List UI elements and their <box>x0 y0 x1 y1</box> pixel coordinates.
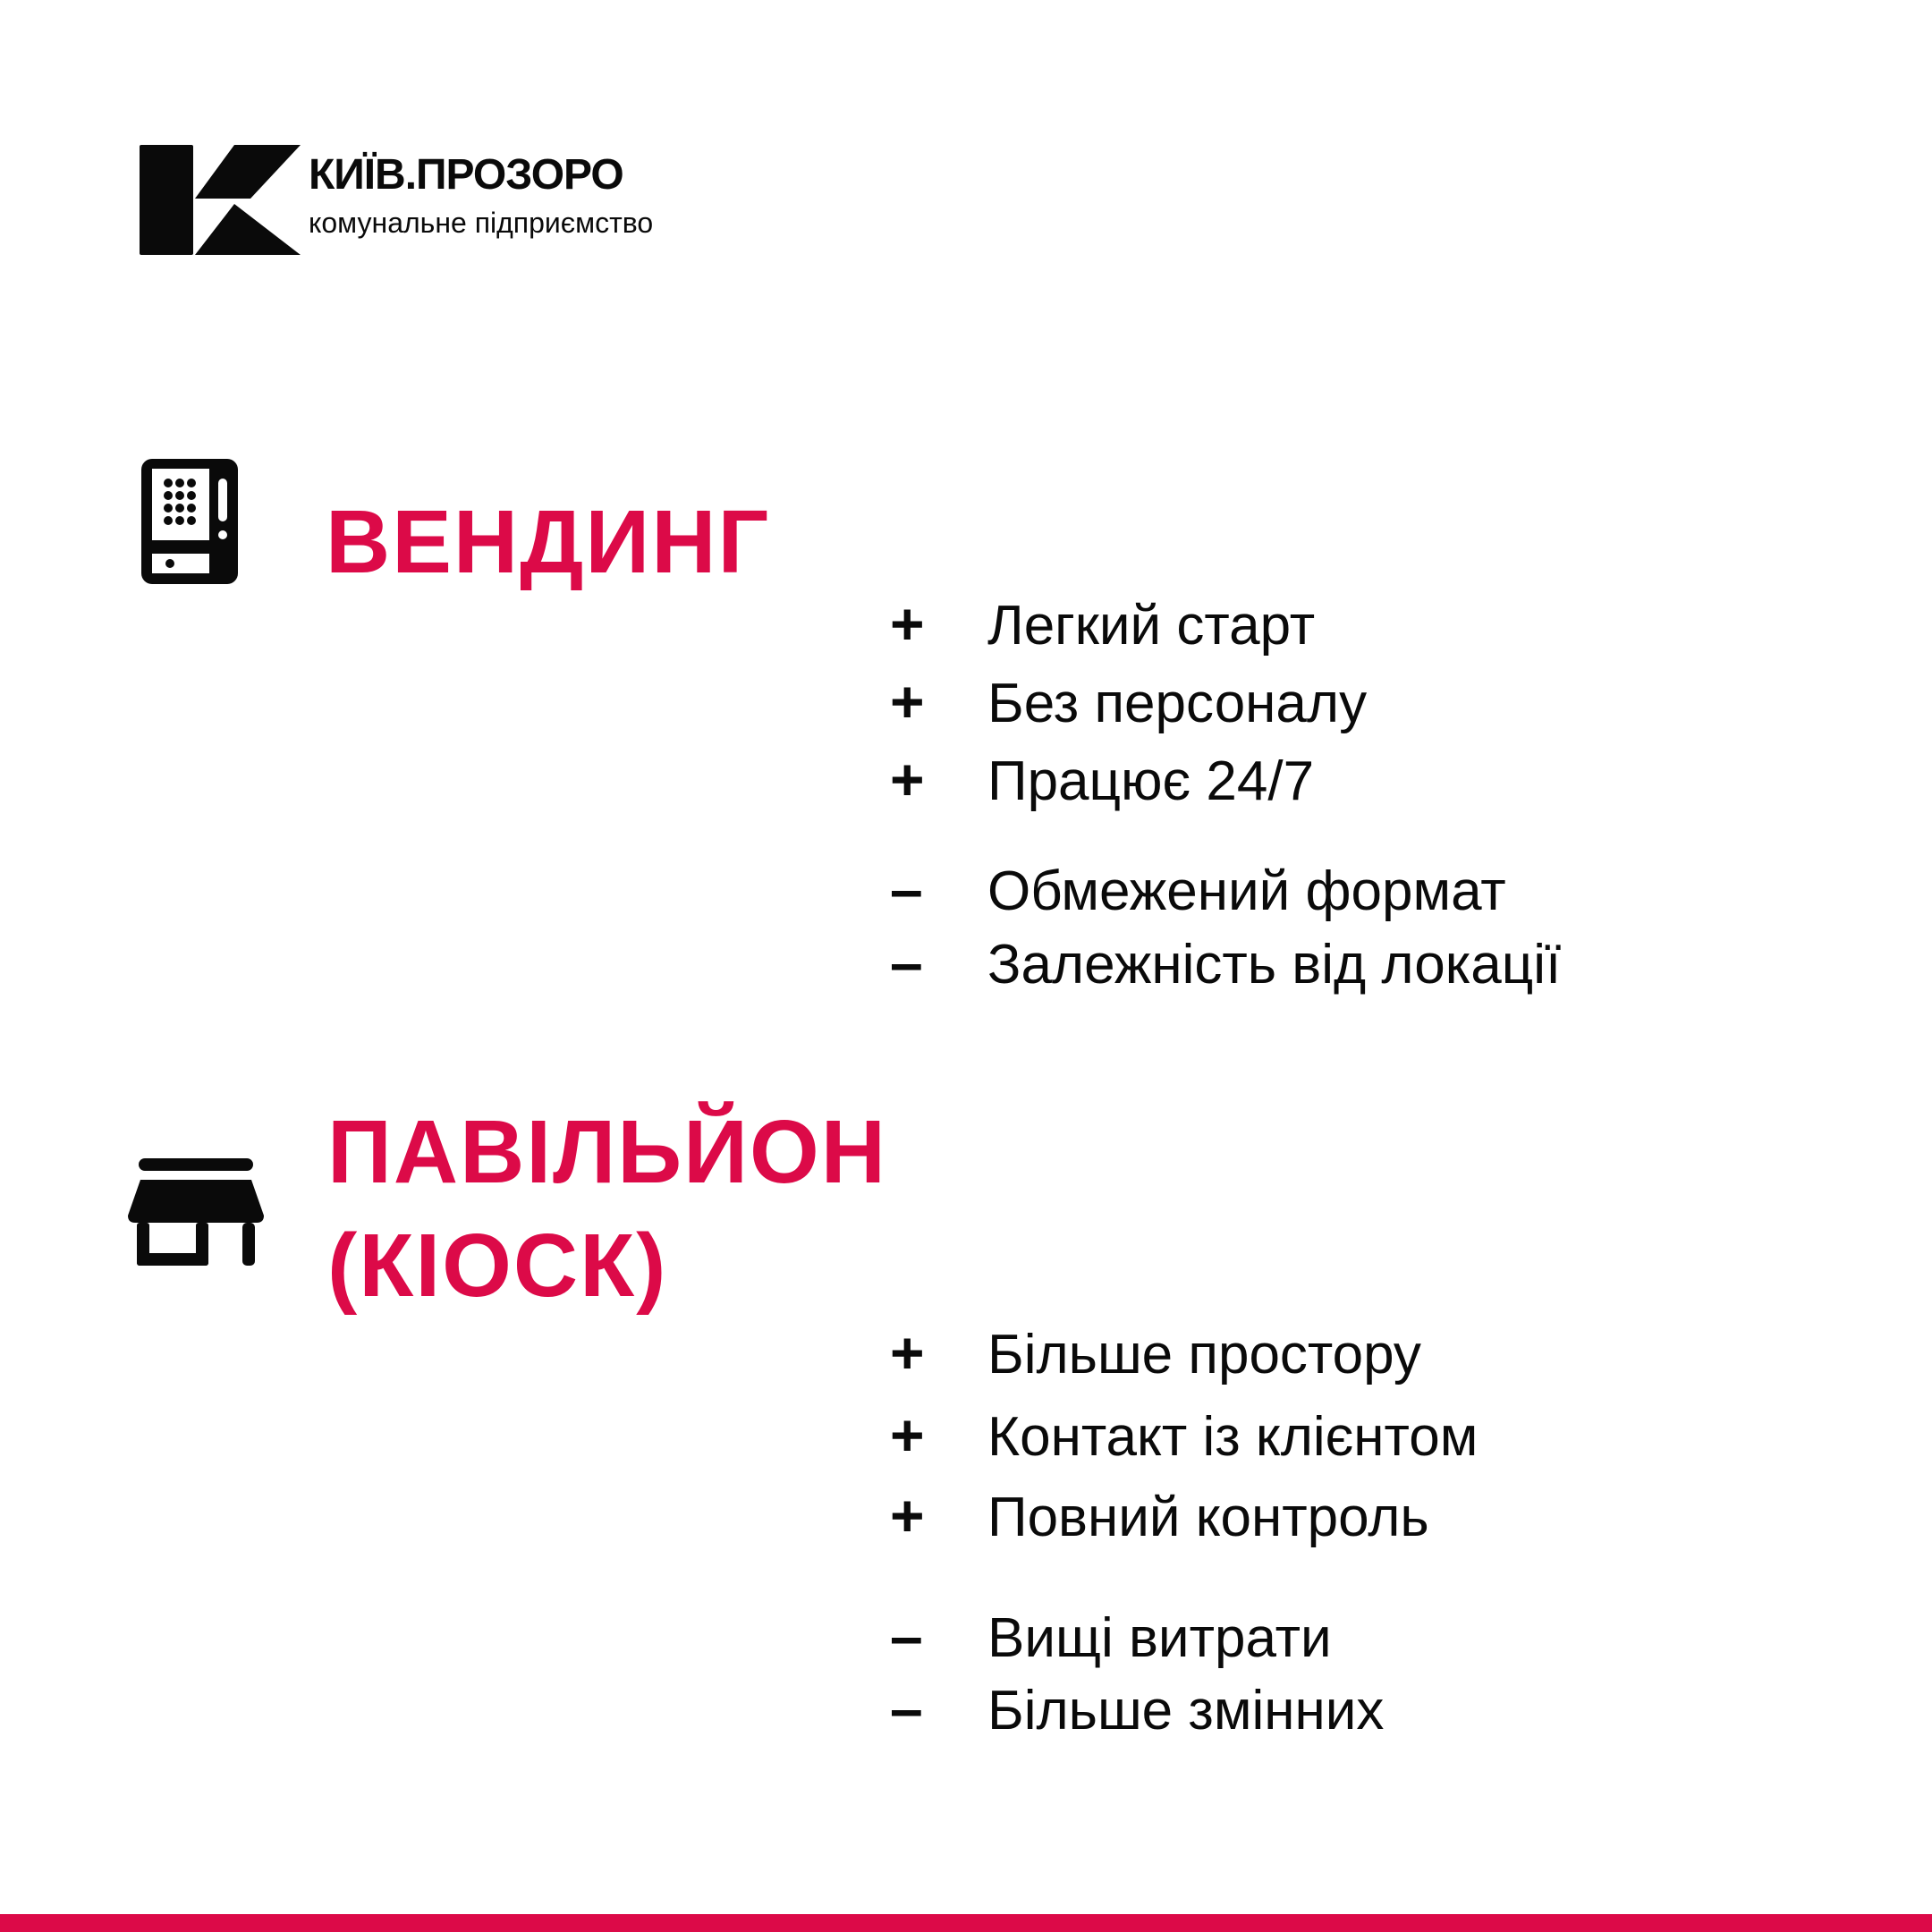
minus-icon: – <box>890 929 923 996</box>
brand-name: КИЇВ.ПРОЗОРО <box>309 151 623 199</box>
section-title-kiosk: (КІОСК) <box>327 1216 668 1316</box>
pro-item: + Контакт із клієнтом <box>890 1402 1479 1468</box>
storefront-icon <box>128 1158 264 1270</box>
con-item: – Більше змінних <box>890 1675 1385 1741</box>
minus-icon: – <box>890 1675 923 1741</box>
plus-icon: + <box>890 746 925 812</box>
pro-item: + Легкий старт <box>890 590 1316 657</box>
section-title-pavilion: ПАВІЛЬЙОН <box>327 1102 888 1202</box>
logo <box>140 145 301 255</box>
plus-icon: + <box>890 668 925 734</box>
brand-subtitle: комунальне підприємство <box>309 207 654 239</box>
con-item: – Обмежений формат <box>890 856 1506 922</box>
pro-item: + Працює 24/7 <box>890 746 1315 812</box>
vending-machine-icon <box>141 459 238 589</box>
minus-icon: – <box>890 856 923 922</box>
plus-icon: + <box>890 1402 925 1468</box>
plus-icon: + <box>890 590 925 657</box>
logo-k-icon <box>140 145 301 255</box>
bottom-accent-bar <box>0 1914 1932 1932</box>
pro-item: + Повний контроль <box>890 1482 1429 1548</box>
con-item: – Залежність від локації <box>890 929 1562 996</box>
minus-icon: – <box>890 1603 923 1669</box>
pro-item: + Більше простору <box>890 1319 1421 1385</box>
plus-icon: + <box>890 1319 925 1385</box>
plus-icon: + <box>890 1482 925 1548</box>
pro-item: + Без персоналу <box>890 668 1368 734</box>
con-item: – Вищі витрати <box>890 1603 1332 1669</box>
section-title-vending: ВЕНДИНГ <box>326 492 771 592</box>
